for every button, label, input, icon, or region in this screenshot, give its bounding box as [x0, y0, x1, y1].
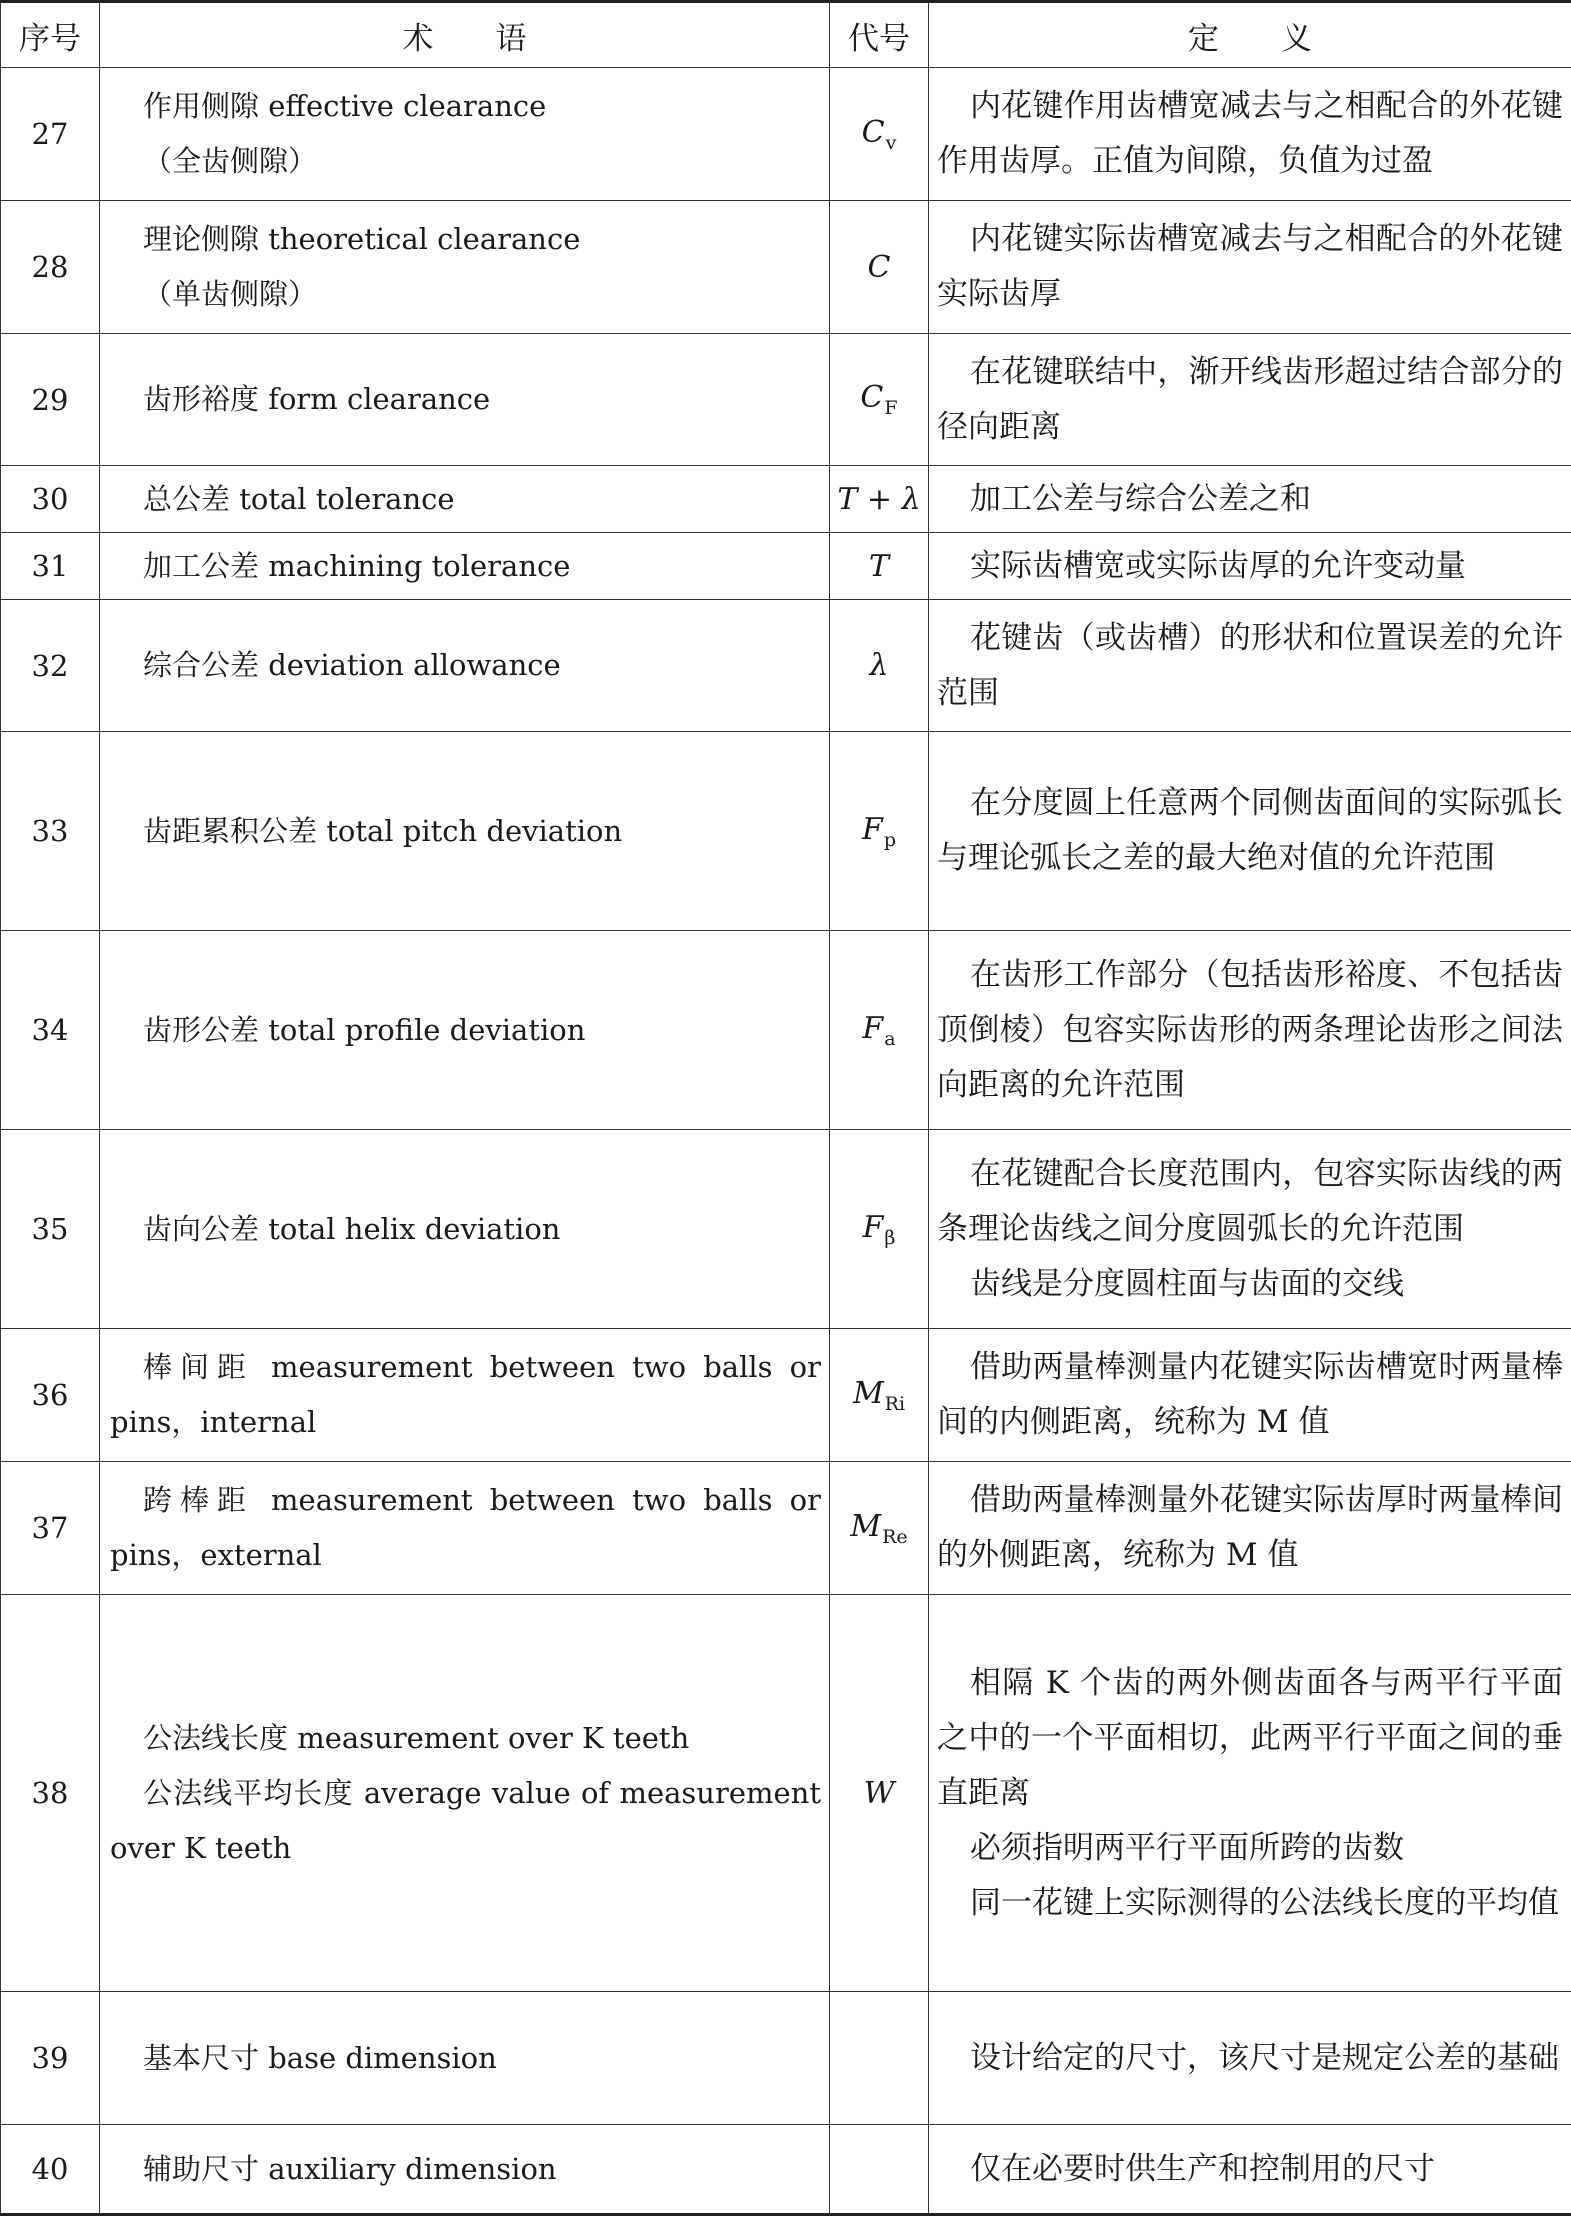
code-symbol — [830, 68, 929, 201]
term-line: 基本尺寸 base dimension — [110, 2041, 497, 2075]
term-line: 棒间距 measurement between two balls or pins，internal — [110, 1350, 821, 1439]
table-header — [1, 2, 1571, 68]
definition-cell — [929, 1595, 1571, 1992]
definition-paragraph: 在花键联结中，渐开线齿形超过结合部分的径向距离 — [937, 345, 1563, 455]
definition-paragraph: 齿线是分度圆柱面与齿面的交线 — [937, 1257, 1563, 1312]
term-cell — [100, 732, 830, 931]
code-main: T — [869, 549, 889, 584]
term-cell — [100, 600, 830, 732]
definition-paragraph: 同一花键上实际测得的公法线长度的平均值 — [937, 1876, 1563, 1931]
row-number: 34 — [1, 931, 100, 1130]
table-row — [1, 2125, 1571, 2215]
code-main: C — [862, 115, 885, 150]
code-main: C — [860, 380, 883, 415]
term-cell — [100, 931, 830, 1130]
definition-cell — [929, 1992, 1571, 2125]
term-line: 加工公差 machining tolerance — [110, 549, 570, 583]
row-number: 40 — [1, 2125, 100, 2215]
code-main: F — [863, 1210, 884, 1245]
table-row — [1, 1595, 1571, 1992]
row-number: 28 — [1, 201, 100, 334]
code-subscript: Ri — [885, 1393, 905, 1415]
table-row — [1, 334, 1571, 466]
code-subscript: a — [884, 1028, 895, 1050]
code-main: W — [864, 1776, 895, 1811]
table-row — [1, 466, 1571, 533]
code-symbol — [830, 533, 929, 600]
header-row — [1, 2, 1571, 68]
code-symbol — [830, 600, 929, 732]
table-body — [1, 68, 1571, 2215]
definition-cell — [929, 466, 1571, 533]
term-line: 跨棒距 measurement between two balls or pins，external — [110, 1483, 821, 1572]
term-line: 齿向公差 total helix deviation — [110, 1212, 560, 1246]
table-row — [1, 68, 1571, 201]
term-cell — [100, 334, 830, 466]
row-number: 31 — [1, 533, 100, 600]
definition-paragraph: 设计给定的尺寸，该尺寸是规定公差的基础 — [937, 2031, 1563, 2086]
term-line: 总公差 total tolerance — [110, 482, 455, 516]
definition-cell — [929, 931, 1571, 1130]
code-main: T + λ — [837, 482, 920, 517]
term-cell — [100, 1329, 830, 1462]
definition-cell — [929, 1130, 1571, 1329]
code-main: M — [850, 1509, 881, 1544]
definition-cell — [929, 600, 1571, 732]
row-number: 36 — [1, 1329, 100, 1462]
table-row — [1, 1130, 1571, 1329]
term-line: （全齿侧隙） — [110, 144, 317, 178]
code-symbol — [830, 1462, 929, 1595]
code-symbol — [830, 1595, 929, 1992]
code-subscript: β — [884, 1227, 895, 1249]
table-row — [1, 931, 1571, 1130]
term-line: 辅助尺寸 auxiliary dimension — [110, 2152, 557, 2186]
definition-paragraph: 内花键作用齿槽宽减去与之相配合的外花键作用齿厚。正值为间隙，负值为过盈 — [937, 79, 1563, 189]
term-cell — [100, 68, 830, 201]
term-line: 齿形公差 total profile deviation — [110, 1013, 585, 1047]
term-cell — [100, 466, 830, 533]
row-number: 30 — [1, 466, 100, 533]
code-subscript: Re — [882, 1526, 908, 1548]
row-number: 39 — [1, 1992, 100, 2125]
code-main: λ — [869, 648, 888, 683]
term-line: 齿距累积公差 total pitch deviation — [110, 814, 622, 848]
code-main: C — [868, 250, 891, 285]
definition-paragraph: 相隔 K 个齿的两外侧齿面各与两平行平面之中的一个平面相切，此两平行平面之间的垂直距离 — [937, 1656, 1563, 1821]
table-row — [1, 1329, 1571, 1462]
term-line: （单齿侧隙） — [110, 277, 317, 311]
code-symbol — [830, 466, 929, 533]
term-cell — [100, 1595, 830, 1992]
code-main: F — [862, 1011, 883, 1046]
row-number: 27 — [1, 68, 100, 201]
term-cell — [100, 1130, 830, 1329]
term-cell — [100, 2125, 830, 2215]
code-symbol — [830, 1992, 929, 2125]
definition-paragraph: 在分度圆上任意两个同侧齿面间的实际弧长与理论弧长之差的最大绝对值的允许范围 — [937, 776, 1563, 886]
row-number: 33 — [1, 732, 100, 931]
definition-paragraph: 在花键配合长度范围内，包容实际齿线的两条理论齿线之间分度圆弧长的允许范围 — [937, 1147, 1563, 1257]
code-subscript: p — [884, 829, 896, 851]
definition-cell — [929, 334, 1571, 466]
header-definition: 定 义 — [929, 2, 1571, 68]
code-symbol — [830, 1329, 929, 1462]
definition-cell — [929, 1329, 1571, 1462]
code-main: F — [862, 812, 883, 847]
header-no: 序号 — [1, 2, 100, 68]
term-line: 齿形裕度 form clearance — [110, 382, 490, 416]
term-line: 理论侧隙 theoretical clearance — [110, 222, 580, 256]
code-symbol — [830, 732, 929, 931]
definition-cell — [929, 732, 1571, 931]
code-main: M — [853, 1376, 884, 1411]
definition-cell — [929, 1462, 1571, 1595]
term-line: 公法线长度 measurement over K teeth — [110, 1721, 689, 1755]
row-number: 37 — [1, 1462, 100, 1595]
table-row — [1, 1462, 1571, 1595]
term-line: 作用侧隙 effective clearance — [110, 89, 546, 123]
header-code: 代号 — [830, 2, 929, 68]
definition-paragraph: 必须指明两平行平面所跨的齿数 — [937, 1821, 1563, 1876]
code-symbol — [830, 334, 929, 466]
row-number: 32 — [1, 600, 100, 732]
header-term: 术 语 — [100, 2, 830, 68]
code-subscript: v — [886, 132, 897, 154]
code-symbol — [830, 1130, 929, 1329]
term-line: 公法线平均长度 average value of measurement over K teeth — [110, 1776, 821, 1865]
code-subscript: F — [884, 397, 897, 419]
row-number: 38 — [1, 1595, 100, 1992]
definition-cell — [929, 533, 1571, 600]
table-row — [1, 600, 1571, 732]
definition-paragraph: 仅在必要时供生产和控制用的尺寸 — [937, 2142, 1563, 2197]
definition-paragraph: 借助两量棒测量外花键实际齿厚时两量棒间的外侧距离，统称为 M 值 — [937, 1473, 1563, 1583]
definition-cell — [929, 201, 1571, 334]
term-cell — [100, 201, 830, 334]
term-line: 综合公差 deviation allowance — [110, 648, 561, 682]
table-row — [1, 732, 1571, 931]
definition-paragraph: 加工公差与综合公差之和 — [937, 472, 1563, 527]
definition-cell — [929, 68, 1571, 201]
term-cell — [100, 1992, 830, 2125]
term-cell — [100, 533, 830, 600]
table-row — [1, 1992, 1571, 2125]
code-symbol — [830, 931, 929, 1130]
code-symbol — [830, 201, 929, 334]
definition-paragraph: 在齿形工作部分（包括齿形裕度、不包括齿顶倒棱）包容实际齿形的两条理论齿形之间法向距离的允许范围 — [937, 948, 1563, 1113]
definition-paragraph: 借助两量棒测量内花键实际齿槽宽时两量棒间的内侧距离，统称为 M 值 — [937, 1340, 1563, 1450]
definition-cell — [929, 2125, 1571, 2215]
code-symbol — [830, 2125, 929, 2215]
term-cell — [100, 1462, 830, 1595]
definition-paragraph: 花键齿（或齿槽）的形状和位置误差的允许范围 — [937, 611, 1563, 721]
row-number: 35 — [1, 1130, 100, 1329]
definition-paragraph: 内花键实际齿槽宽减去与之相配合的外花键实际齿厚 — [937, 212, 1563, 322]
table-row — [1, 201, 1571, 334]
row-number: 29 — [1, 334, 100, 466]
definition-paragraph: 实际齿槽宽或实际齿厚的允许变动量 — [937, 539, 1563, 594]
table-row — [1, 533, 1571, 600]
